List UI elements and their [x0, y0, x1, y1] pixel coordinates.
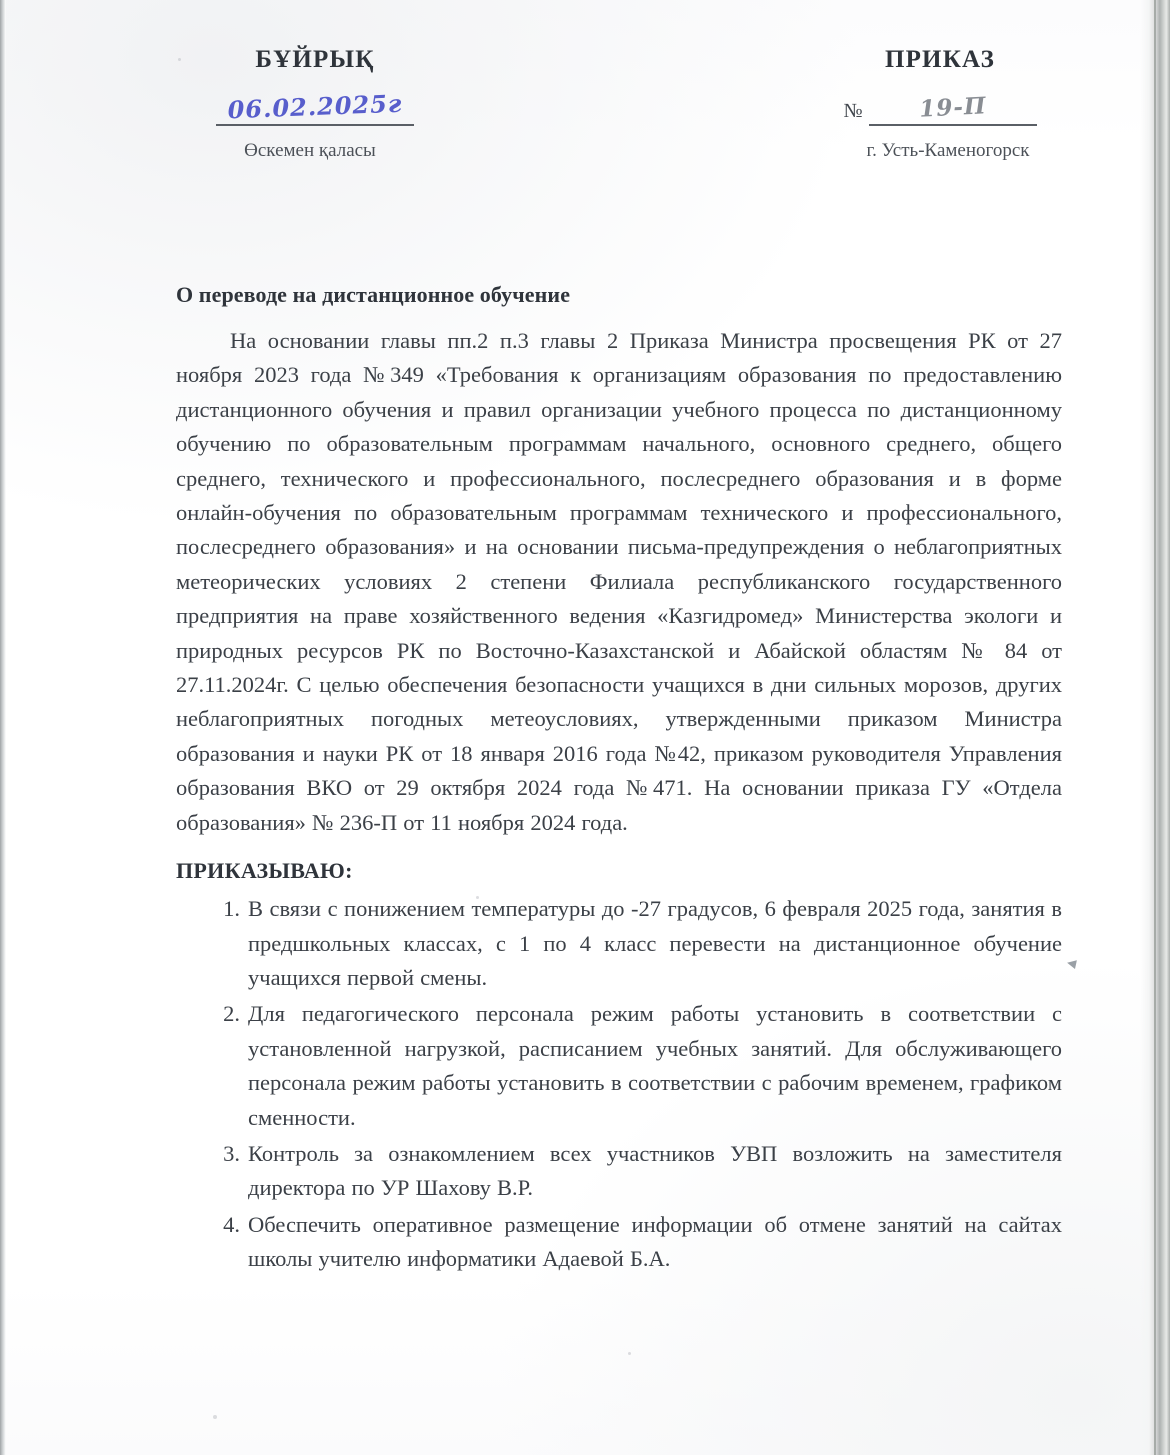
document-body	[176, 282, 1062, 1279]
stray-pen-mark: ◄	[1062, 954, 1081, 974]
handwritten-order-number: 19-П	[918, 91, 987, 123]
list-item: Контроль за ознакомлением всех участников УВП возложить на заместителя директора по УР Шахову В.Р.	[248, 1140, 1062, 1201]
number-fill-line[interactable]	[869, 90, 1037, 126]
document-type-title-ru: ПРИКАЗ	[884, 46, 996, 73]
list-item: Обеспечить оперативное размещение информации об отмене занятий на сайтах школы учителю информатики Адаевой Б.А.	[248, 1211, 1062, 1272]
number-sign-label: №	[843, 99, 863, 122]
document-type-title-kk: БҰЙРЫҚ	[255, 46, 375, 73]
date-fill-line[interactable]	[216, 90, 414, 126]
city-label-ru: г. Усть-Каменогорск	[866, 139, 1030, 161]
list-item: В связи с понижением температуры до -27 градусов, 6 февраля 2025 года, занятия в предшкольных классах, с 1 по 4 класс перевести на дистанционное обучение учащихся первой смены.	[248, 896, 1062, 990]
number-fill-row	[790, 86, 1090, 126]
document-header	[0, 46, 1140, 196]
preamble-paragraph: На основании главы пп.2 п.3 главы 2 Приказа Министра просвещения РК от 27 ноября 2023 года №349 «Требования к организациям образования по предоставлению дистанционного обучения и правил организации учебного процесса по дистанционному обучению по образовательным программам начального, основного среднего, общего среднего, технического и профессионального, послесреднего образования и в форме онлайн-обучения по образовательным программам технического и профессионального, послесреднего образования» и на основании письма-предупреждения о неблагоприятных метеорических условиях 2 степени Филиала республиканского государственного предприятия на праве хозяйственного ведения «Казгидромед» Министерства экологи и природных ресурсов РК по Восточно-Казахстанской и Абайской областям № 84 от 27.11.2024г. С целью обеспечения безопасности учащихся в дни сильных морозов, других неблагоприятных погодных метеоусловиях, утвержденными приказом Министра образования и науки РК от 18 января 2016 года №42, приказом руководителя Управления образования ВКО от 29 октября 2024 года №471. На основании приказа ГУ «Отдела образования» № 236-П от 11 ноября 2024 года.	[176, 328, 1062, 835]
handwritten-date: 06.02.2025г	[227, 88, 403, 124]
list-item: Для педагогического персонала режим работы установить в соответствии с установленной нагрузкой, расписанием учебных занятий. Для обслуживающего персонала режим работы установить в соответствии с рабочим временем, графиком сменности.	[248, 1001, 1062, 1130]
document-subject-heading: О переводе на дистанционное обучение	[176, 282, 571, 307]
header-russian-block	[790, 46, 1090, 162]
date-fill-row	[150, 86, 480, 126]
city-label-kk: Өскемен қаласы	[244, 139, 376, 161]
order-items-list	[176, 892, 1062, 1276]
header-kazakh-block	[150, 46, 480, 162]
order-directive-heading: ПРИКАЗЫВАЮ:	[176, 858, 353, 884]
